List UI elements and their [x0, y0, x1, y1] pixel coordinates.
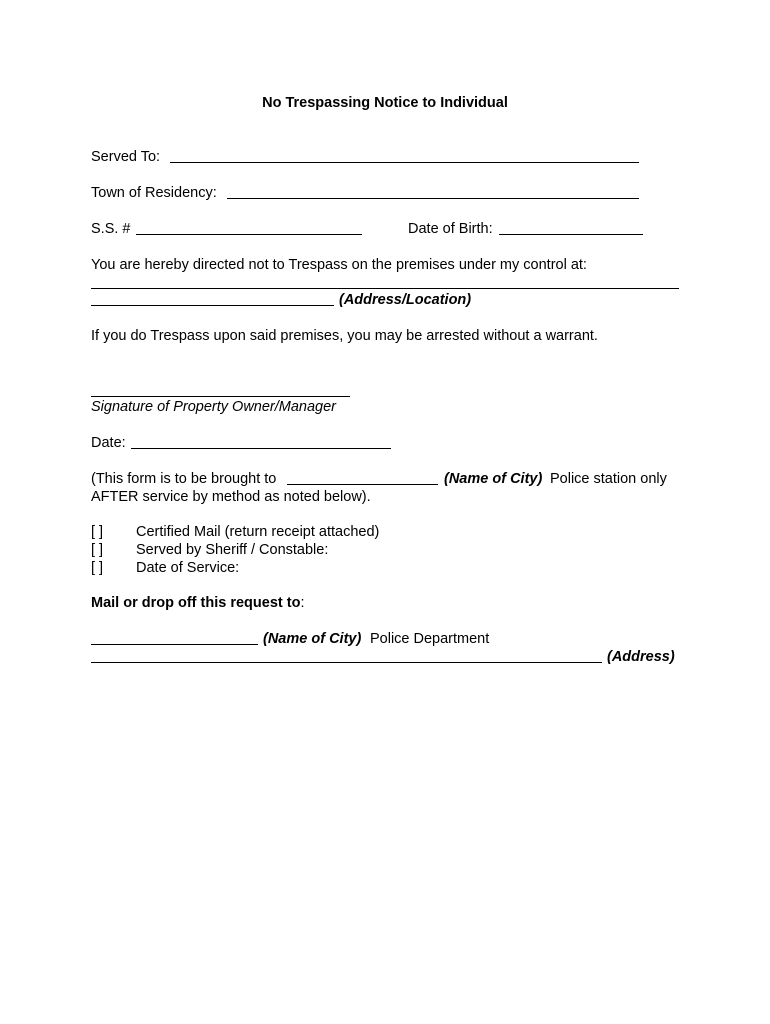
police-address-field[interactable]	[91, 662, 602, 663]
ss-label: S.S. #	[91, 221, 131, 237]
name-of-city-label: (Name of City)	[444, 471, 543, 487]
option-served-by-sheriff: Served by Sheriff / Constable:	[136, 542, 329, 558]
brought-line2: AFTER service by method as noted below).	[91, 489, 371, 505]
mail-heading	[91, 594, 304, 612]
city-field[interactable]	[287, 484, 438, 485]
ss-field[interactable]	[136, 234, 362, 235]
premises-field-line2[interactable]	[91, 305, 334, 306]
checkbox-served-by-sheriff[interactable]: [ ]	[91, 542, 104, 558]
town-label: Town of Residency:	[91, 185, 217, 201]
option-date-of-service: Date of Service:	[136, 560, 240, 576]
brought-prefix: (This form is to be brought to	[91, 471, 277, 487]
signature-field[interactable]	[91, 396, 350, 397]
dob-label: Date of Birth:	[408, 221, 493, 237]
checkbox-certified-mail[interactable]: [ ]	[91, 524, 104, 540]
signature-label: Signature of Property Owner/Manager	[91, 399, 337, 415]
brought-suffix: Police station only	[550, 471, 667, 487]
warning-text: If you do Trespass upon said premises, you may be arrested without a warrant.	[91, 328, 598, 344]
police-department-label: Police Department	[370, 631, 490, 647]
served-to-label: Served To:	[91, 149, 161, 165]
date-field[interactable]	[131, 448, 391, 449]
served-to-field[interactable]	[170, 162, 639, 163]
dob-field[interactable]	[499, 234, 643, 235]
premises-field-line1[interactable]	[91, 288, 679, 289]
mail-heading-colon: :	[300, 595, 305, 611]
address-location-label: (Address/Location)	[339, 292, 472, 308]
police-name-of-city-label: (Name of City)	[263, 631, 362, 647]
option-certified-mail: Certified Mail (return receipt attached)	[136, 524, 380, 540]
town-field[interactable]	[227, 198, 639, 199]
mail-heading-text: Mail or drop off this request to	[91, 595, 301, 611]
date-label: Date:	[91, 435, 126, 451]
police-city-field[interactable]	[91, 644, 258, 645]
directive-text: You are hereby directed not to Trespass on the premises under my control at:	[91, 257, 587, 273]
checkbox-date-of-service[interactable]: [ ]	[91, 560, 104, 576]
page-title: No Trespassing Notice to Individual	[262, 95, 508, 111]
address-label: (Address)	[607, 649, 675, 665]
